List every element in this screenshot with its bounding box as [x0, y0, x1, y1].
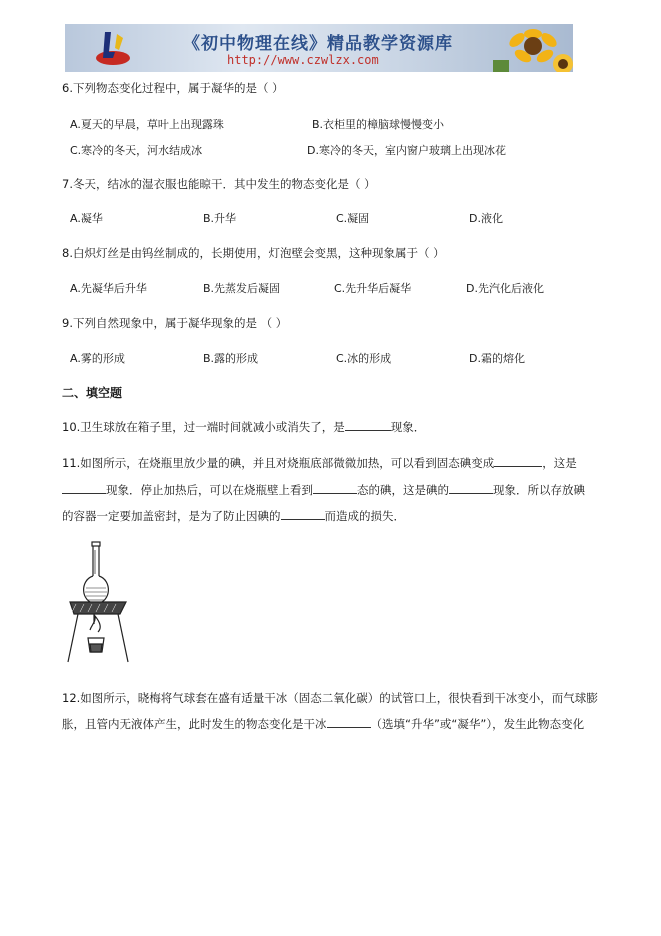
answer-blank — [494, 456, 542, 467]
question-11-line-3 — [62, 508, 405, 524]
question-8-option-a: A.先凝华后升华 — [70, 282, 147, 295]
answer-blank — [62, 483, 106, 494]
header-banner — [65, 24, 573, 72]
question-7-option-d: D.液化 — [469, 212, 503, 225]
question-6-option-c: C.寒冷的冬天，河水结成冰 — [70, 144, 203, 157]
question-7-option-a: A.凝华 — [70, 212, 103, 225]
question-6-option-d: D.寒冷的冬天，室内窗户玻璃上出现冰花 — [307, 144, 506, 157]
answer-blank — [327, 717, 371, 728]
question-12-line-2 — [62, 716, 584, 732]
flask-heating-figure — [64, 540, 134, 666]
question-10-text-1: 10.卫生球放在箱子里，过一端时间就减小或消失了，是 — [62, 420, 345, 434]
question-12-text: （选填“升华”或“凝华”），发生此物态变化 — [370, 717, 585, 731]
question-8-option-c: C.先升华后凝华 — [334, 282, 412, 295]
answer-blank — [449, 483, 493, 494]
question-11-text: 而造成的损失． — [324, 509, 405, 523]
question-8-option-b: B.先蒸发后凝固 — [203, 282, 281, 295]
question-9-stem: 9.下列自然现象中，属于凝华现象的是 （ ） — [62, 316, 288, 330]
question-6-stem: 6.下列物态变化过程中，属于凝华的是（ ） — [62, 81, 284, 95]
logo-icon — [93, 28, 133, 68]
question-12-line-1: 12.如图所示，晓梅将气球套在盛有适量干冰（固态二氧化碳）的试管口上，很快看到干冰变小，而气球膨 — [62, 691, 598, 705]
question-11-text: 现象．所以存放碘 — [493, 483, 585, 497]
question-8-option-d: D.先汽化后液化 — [466, 282, 544, 295]
question-6-option-b: B.衣柜里的樟脑球慢慢变小 — [312, 118, 445, 131]
question-11-text: 11.如图所示，在烧瓶里放少量的碘，并且对烧瓶底部微微加热，可以看到固态碘变成 — [62, 456, 495, 470]
question-11-text: 态的碘，这是碘的 — [357, 483, 449, 497]
answer-blank — [345, 420, 391, 431]
question-11-line-2 — [62, 482, 585, 498]
question-7-stem: 7.冬天，结冰的湿衣服也能晾干．其中发生的物态变化是（ ） — [62, 177, 376, 191]
question-11-text: 的容器一定要加盖密封，是为了防止因碘的 — [62, 509, 281, 523]
question-11-text: 现象．停止加热后，可以在烧瓶壁上看到 — [106, 483, 313, 497]
section-heading-fill-in: 二、填空题 — [62, 386, 123, 400]
answer-blank — [281, 509, 325, 520]
question-9-option-a: A.雾的形成 — [70, 352, 125, 365]
question-10 — [62, 419, 425, 435]
question-7-option-c: C.凝固 — [336, 212, 370, 225]
question-11-line-1 — [62, 455, 577, 471]
question-9-option-c: C.冰的形成 — [336, 352, 392, 365]
sunflower-icon — [463, 24, 573, 72]
question-9-option-b: B.露的形成 — [203, 352, 259, 365]
banner-url: http://www.czwlzx.com — [227, 53, 379, 67]
question-6-option-a: A.夏天的早晨，草叶上出现露珠 — [70, 118, 224, 131]
banner-title: 《初中物理在线》精品教学资源库 — [183, 34, 453, 54]
question-8-stem: 8.白炽灯丝是由钨丝制成的，长期使用，灯泡壁会变黑，这种现象属于（ ） — [62, 246, 445, 260]
question-9-option-d: D.霜的熔化 — [469, 352, 525, 365]
answer-blank — [313, 483, 357, 494]
question-10-text-2: 现象． — [390, 420, 426, 434]
question-7-option-b: B.升华 — [203, 212, 237, 225]
question-11-text: ，这是 — [542, 456, 577, 470]
question-12-text: 胀，且管内无液体产生，此时发生的物态变化是干冰 — [62, 717, 327, 731]
